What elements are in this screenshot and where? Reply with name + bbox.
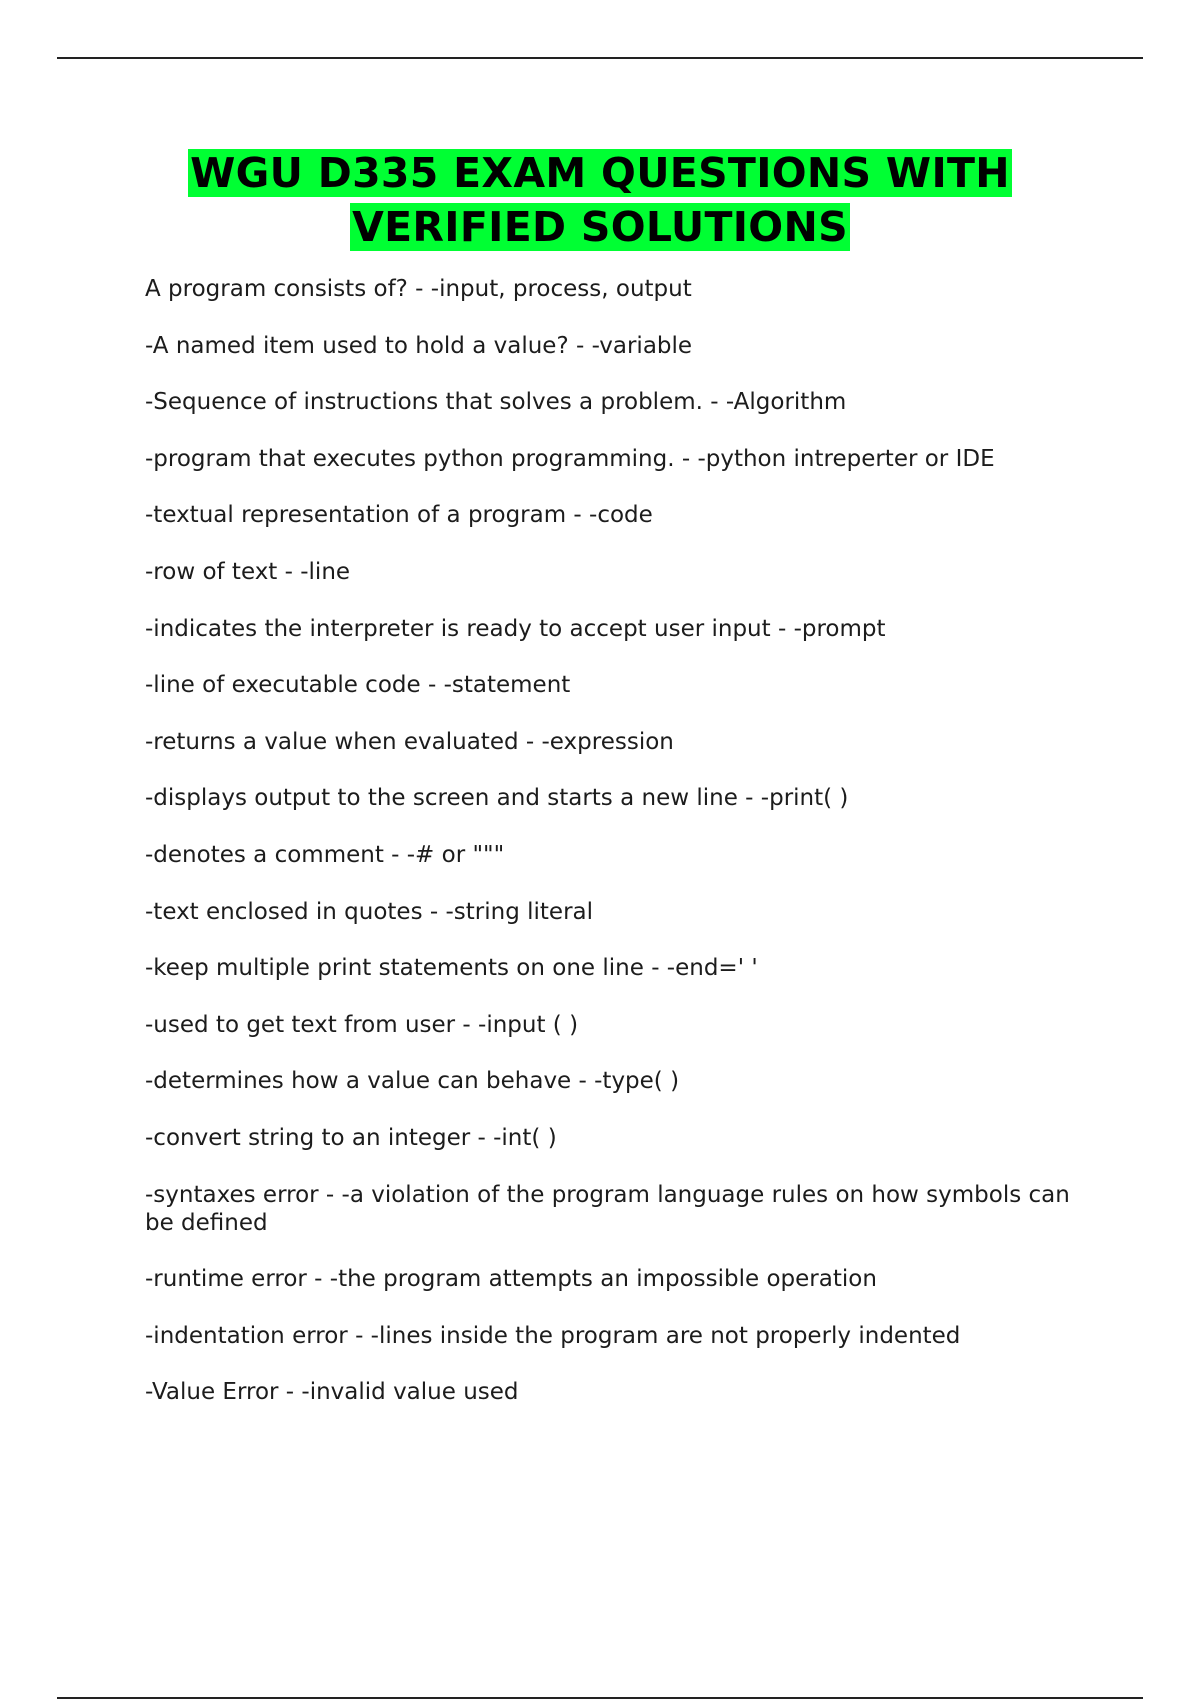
qa-item: -indicates the interpreter is ready to accept user input - -prompt [145,615,886,642]
qa-item: -row of text - -line [145,558,351,585]
qa-item: -used to get text from user - -input ( ) [145,1011,579,1038]
qa-item: A program consists of? - -input, process, output [145,276,692,302]
qa-item: -Sequence of instructions that solves a problem. - -Algorithm [145,389,847,416]
qa-item: -textual representation of a program - -code [145,502,653,529]
title-line-1 [100,146,1100,200]
qa-item: -displays output to the screen and starts a new line - -print( ) [145,785,849,812]
qa-item: -text enclosed in quotes - -string literal [145,898,594,925]
title-line-2 [100,200,1100,254]
page-top-rule [57,57,1143,59]
qa-item: -syntaxes error - -a violation of the program language rules on how symbols can be defined [145,1181,1070,1236]
document-title [100,146,1100,254]
qa-item: -A named item used to hold a value? - -variable [145,332,693,359]
title-highlight-2: VERIFIED SOLUTIONS [352,203,848,251]
qa-item: -runtime error - -the program attempts an impossible operation [145,1266,877,1293]
qa-item: -denotes a comment - -# or """ [145,841,505,868]
page-bottom-rule [57,1697,1143,1699]
qa-item: -returns a value when evaluated - -expression [145,728,674,755]
qa-item: -Value Error - -invalid value used [145,1379,519,1406]
qa-item: -convert string to an integer - -int( ) [145,1124,557,1151]
qa-item: -indentation error - -lines inside the program are not properly indented [145,1322,961,1349]
qa-item: -keep multiple print statements on one line - -end=' ' [145,955,758,982]
qa-item: -program that executes python programming. - -python intreperter or IDE [145,445,995,472]
title-highlight-1: WGU D335 EXAM QUESTIONS WITH [190,149,1010,197]
qa-item: -line of executable code - -statement [145,672,571,699]
qa-item: -determines how a value can behave - -type( ) [145,1068,680,1095]
qa-list [145,275,1095,1435]
